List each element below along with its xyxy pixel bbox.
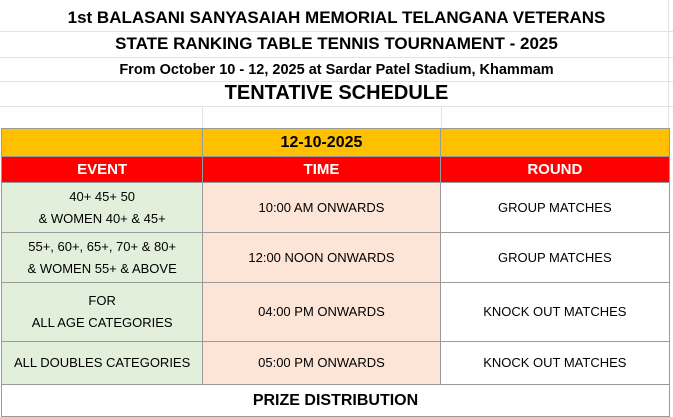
- schedule-table: [1, 128, 670, 417]
- event-cell[interactable]: ALL DOUBLES CATEGORIES: [2, 342, 203, 385]
- event-line: 40+ 45+ 50: [69, 188, 136, 204]
- date-cell-blank-right[interactable]: [440, 129, 669, 157]
- table-row: [2, 342, 670, 385]
- time-cell[interactable]: 12:00 NOON ONWARDS: [203, 233, 440, 283]
- column-header-time[interactable]: TIME: [203, 157, 440, 183]
- tournament-title-line2: STATE RANKING TABLE TENNIS TOURNAMENT - 2025: [115, 34, 558, 53]
- date-cell-blank-left[interactable]: [2, 129, 203, 157]
- event-line: 55+, 60+, 65+, 70+ & 80+: [28, 238, 177, 254]
- date-cell[interactable]: 12-10-2025: [203, 129, 440, 157]
- round-cell[interactable]: KNOCK OUT MATCHES: [440, 283, 669, 342]
- column-header-round[interactable]: ROUND: [440, 157, 669, 183]
- table-row: [2, 183, 670, 233]
- gridline: [441, 106, 442, 128]
- tournament-subtitle: From October 10 - 12, 2025 at Sardar Patel Stadium, Khammam: [119, 62, 554, 78]
- prize-row: [2, 385, 670, 417]
- round-cell[interactable]: GROUP MATCHES: [440, 233, 669, 283]
- event-cell[interactable]: [2, 233, 203, 283]
- round-cell[interactable]: KNOCK OUT MATCHES: [440, 342, 669, 385]
- date-row: [2, 129, 670, 157]
- event-cell[interactable]: [2, 283, 203, 342]
- schedule-title: TENTATIVE SCHEDULE: [224, 82, 449, 104]
- gridline: [202, 106, 203, 128]
- tournament-title-line1: 1st BALASANI SANYASAIAH MEMORIAL TELANGANA VETERANS: [67, 8, 606, 27]
- table-row: [2, 233, 670, 283]
- event-line: & WOMEN 40+ & 45+: [38, 210, 166, 226]
- prize-distribution-cell[interactable]: PRIZE DISTRIBUTION: [2, 385, 670, 417]
- gridline: [0, 106, 673, 107]
- event-line: & WOMEN 55+ & ABOVE: [27, 260, 177, 276]
- time-cell[interactable]: 10:00 AM ONWARDS: [203, 183, 440, 233]
- column-header-event[interactable]: EVENT: [2, 157, 203, 183]
- time-cell[interactable]: 04:00 PM ONWARDS: [203, 283, 440, 342]
- event-cell[interactable]: [2, 183, 203, 233]
- event-line: FOR: [88, 293, 116, 308]
- round-cell[interactable]: GROUP MATCHES: [440, 183, 669, 233]
- column-header-row: [2, 157, 670, 183]
- event-line: ALL AGE CATEGORIES: [31, 315, 173, 330]
- time-cell[interactable]: 05:00 PM ONWARDS: [203, 342, 440, 385]
- table-row: [2, 283, 670, 342]
